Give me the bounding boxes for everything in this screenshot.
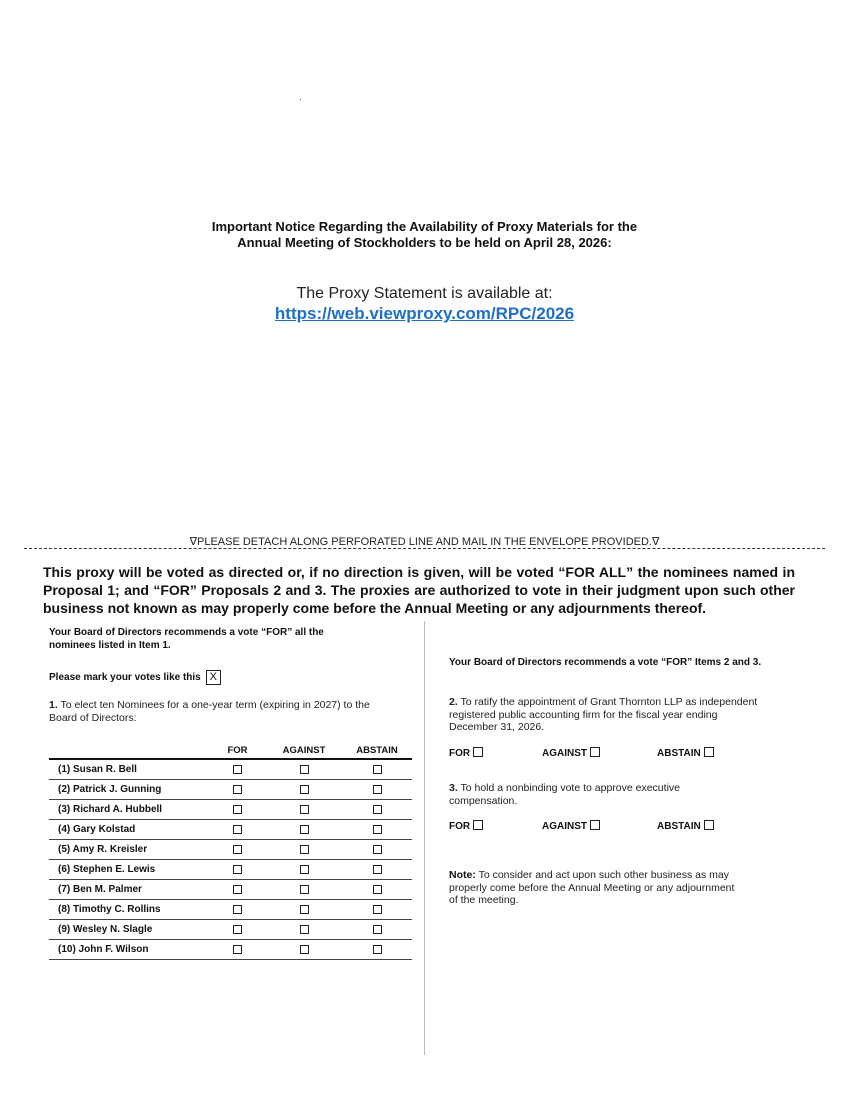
nominee-abstain-checkbox[interactable] (373, 845, 382, 854)
nominee-for-cell (209, 759, 266, 780)
proposal-2-text: To ratify the appointment of Grant Thornton LLP as independent registered public accounting firm for the fiscal year ending December 31, 2026. (449, 696, 758, 733)
nominee-for-cell (209, 780, 266, 800)
proposal-3-abstain-option[interactable] (657, 820, 714, 832)
checkbox[interactable] (704, 820, 714, 830)
nominee-for-checkbox[interactable] (233, 905, 242, 914)
nominee-abstain-checkbox[interactable] (373, 925, 382, 934)
mark-votes-instruction (49, 670, 221, 685)
proposal-1 (49, 699, 399, 724)
nominee-abstain-checkbox[interactable] (373, 865, 382, 874)
against-column-header: AGAINST (266, 742, 342, 759)
nominee-against-checkbox[interactable] (300, 925, 309, 934)
nominee-for-checkbox[interactable] (233, 925, 242, 934)
nominee-abstain-checkbox[interactable] (373, 805, 382, 814)
nominee-against-cell (266, 840, 342, 860)
proposal-2-for-option[interactable] (449, 747, 483, 759)
proposal-2-number: 2. (449, 696, 458, 708)
down-triangle-icon: ∇ (189, 536, 197, 548)
nominee-for-cell (209, 840, 266, 860)
nominee-for-cell (209, 820, 266, 840)
nominee-name: (8) Timothy C. Rollins (49, 900, 209, 920)
nominee-table-header (49, 742, 412, 759)
nominee-name: (10) John F. Wilson (49, 940, 209, 960)
perforated-line (24, 548, 825, 549)
nominee-abstain-cell (342, 780, 412, 800)
nominee-against-cell (266, 759, 342, 780)
checkbox[interactable] (704, 747, 714, 757)
nominee-for-cell (209, 860, 266, 880)
nominee-name: (2) Patrick J. Gunning (49, 780, 209, 800)
nominee-name: (9) Wesley N. Slagle (49, 920, 209, 940)
nominee-abstain-checkbox[interactable] (373, 905, 382, 914)
nominee-abstain-cell (342, 840, 412, 860)
nominee-against-checkbox[interactable] (300, 885, 309, 894)
nominee-row (49, 920, 412, 940)
nominee-name: (1) Susan R. Bell (49, 759, 209, 780)
nominee-row (49, 780, 412, 800)
notice-title (0, 219, 849, 251)
abstain-label: ABSTAIN (657, 821, 701, 832)
proxy-available-text: The Proxy Statement is available at: (296, 285, 553, 302)
nominee-row (49, 820, 412, 840)
for-label: FOR (449, 821, 471, 832)
nominee-abstain-checkbox[interactable] (373, 765, 382, 774)
nominee-name: (7) Ben M. Palmer (49, 880, 209, 900)
nominee-for-checkbox[interactable] (233, 945, 242, 954)
notice-title-line1: Important Notice Regarding the Availability of Proxy Materials for the (211, 219, 638, 234)
proposal-3-for-option[interactable] (449, 820, 483, 832)
notice-title-line2: Annual Meeting of Stockholders to be held on April 28, 2026: (237, 235, 612, 250)
nominee-name: (3) Richard A. Hubbell (49, 800, 209, 820)
against-label: AGAINST (542, 748, 587, 759)
nominee-for-cell (209, 800, 266, 820)
nominee-against-cell (266, 900, 342, 920)
nominee-for-cell (209, 900, 266, 920)
nominee-for-cell (209, 920, 266, 940)
proposal-3-text: To hold a nonbinding vote to approve executive compensation. (449, 782, 680, 807)
nominee-abstain-cell (342, 920, 412, 940)
nominee-against-cell (266, 800, 342, 820)
nominee-abstain-cell (342, 820, 412, 840)
nominee-against-checkbox[interactable] (300, 905, 309, 914)
nominee-row (49, 940, 412, 960)
detach-instruction (0, 535, 849, 548)
nominee-against-cell (266, 860, 342, 880)
checkbox[interactable] (473, 747, 483, 757)
checkbox[interactable] (473, 820, 483, 830)
proxy-instructions: This proxy will be voted as directed or, if no direction is given, will be voted “FOR ALL” the nominees named in Proposal 1; and “FOR” Proposals 2 and 3. The proxies are authorized to vote in their judgment upon such other business not known as may properly come before the Annual Meeting or any adjournments thereof. (43, 564, 795, 616)
nominee-name: (4) Gary Kolstad (49, 820, 209, 840)
proposal-1-text: To elect ten Nominees for a one-year term (expiring in 2027) to the Board of Directors: (49, 699, 370, 724)
nominee-against-cell (266, 920, 342, 940)
board-recommendation-items-2-3: Your Board of Directors recommends a vote “FOR” Items 2 and 3. (449, 657, 762, 668)
nominee-row (49, 840, 412, 860)
nominee-against-cell (266, 780, 342, 800)
proposal-3 (449, 782, 749, 807)
nominee-abstain-cell (342, 900, 412, 920)
abstain-column-header: ABSTAIN (342, 742, 412, 759)
nominee-for-checkbox[interactable] (233, 865, 242, 874)
proposal-2-against-option[interactable] (542, 747, 600, 759)
nominee-against-checkbox[interactable] (300, 845, 309, 854)
nominee-against-checkbox[interactable] (300, 765, 309, 774)
for-label: FOR (449, 748, 471, 759)
nominee-vote-table (49, 742, 412, 960)
down-triangle-icon: ∇ (652, 536, 660, 548)
nominee-against-checkbox[interactable] (300, 785, 309, 794)
nominee-for-checkbox[interactable] (233, 805, 242, 814)
column-divider (424, 621, 425, 1055)
nominee-abstain-cell (342, 800, 412, 820)
nominee-name: (5) Amy R. Kreisler (49, 840, 209, 860)
mark-votes-label: Please mark your votes like this (49, 672, 201, 684)
nominee-row (49, 900, 412, 920)
note-text: To consider and act upon such other business as may properly come before the Annual Meeting or any adjournment of the meeting. (449, 869, 735, 906)
nominee-abstain-cell (342, 860, 412, 880)
nominee-abstain-checkbox[interactable] (373, 885, 382, 894)
nominee-row (49, 759, 412, 780)
checkbox[interactable] (590, 747, 600, 757)
proposal-3-against-option[interactable] (542, 820, 600, 832)
note-label: Note: (449, 869, 476, 881)
nominee-for-checkbox[interactable] (233, 765, 242, 774)
nominee-row (49, 880, 412, 900)
nominee-name: (6) Stephen E. Lewis (49, 860, 209, 880)
nominee-abstain-checkbox[interactable] (373, 785, 382, 794)
proposal-2-vote-options (449, 747, 779, 761)
stray-dot (300, 99, 301, 100)
nominee-against-cell (266, 940, 342, 960)
nominee-abstain-cell (342, 940, 412, 960)
name-column-header (49, 742, 209, 759)
proposal-2-abstain-option[interactable] (657, 747, 714, 759)
nominee-for-checkbox[interactable] (233, 825, 242, 834)
note (449, 869, 739, 907)
nominee-row (49, 860, 412, 880)
proposal-2 (449, 696, 759, 734)
against-label: AGAINST (542, 821, 587, 832)
nominee-abstain-cell (342, 759, 412, 780)
nominee-against-cell (266, 880, 342, 900)
nominee-row (49, 800, 412, 820)
nominee-for-cell (209, 880, 266, 900)
for-column-header: FOR (209, 742, 266, 759)
nominee-against-checkbox[interactable] (300, 945, 309, 954)
nominee-for-checkbox[interactable] (233, 885, 242, 894)
nominee-abstain-checkbox[interactable] (373, 945, 382, 954)
nominee-abstain-cell (342, 880, 412, 900)
nominee-against-checkbox[interactable] (300, 805, 309, 814)
nominee-abstain-checkbox[interactable] (373, 825, 382, 834)
nominee-against-checkbox[interactable] (300, 825, 309, 834)
mark-example-box: X (206, 670, 221, 685)
detach-text: PLEASE DETACH ALONG PERFORATED LINE AND MAIL IN THE ENVELOPE PROVIDED. (197, 536, 652, 548)
nominee-for-cell (209, 940, 266, 960)
nominee-for-checkbox[interactable] (233, 845, 242, 854)
nominee-against-cell (266, 820, 342, 840)
proposal-3-vote-options (449, 820, 779, 834)
board-recommendation-item1: Your Board of Directors recommends a vote “FOR” all the nominees listed in Item 1. (49, 627, 324, 651)
nominee-for-checkbox[interactable] (233, 785, 242, 794)
nominee-against-checkbox[interactable] (300, 865, 309, 874)
abstain-label: ABSTAIN (657, 748, 701, 759)
proposal-3-number: 3. (449, 782, 458, 794)
proposal-1-number: 1. (49, 699, 58, 711)
proxy-statement-link[interactable]: https://web.viewproxy.com/RPC/2026 (274, 304, 575, 323)
checkbox[interactable] (590, 820, 600, 830)
